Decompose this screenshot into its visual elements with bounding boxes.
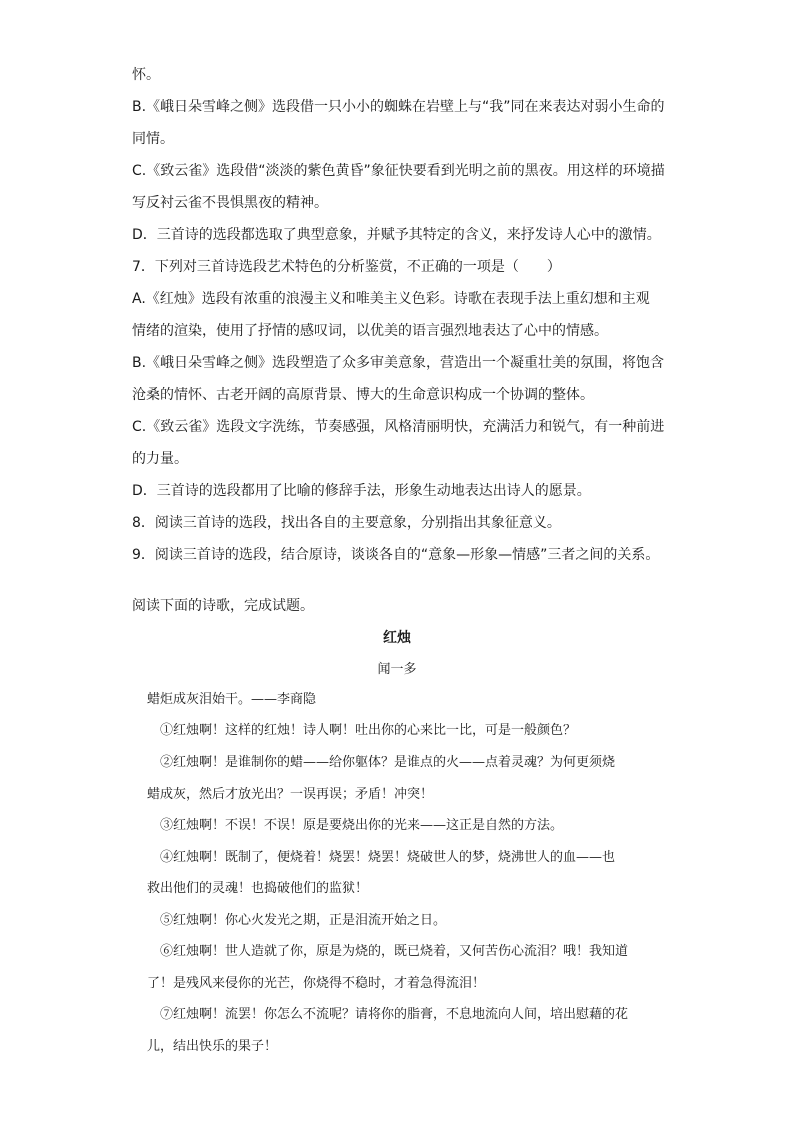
option-b-line-cont: 同情。 — [132, 131, 174, 147]
option-c-line-cont: 的力量。 — [132, 451, 188, 467]
poem-stanza-5: ⑤红烛啊！你心火发光之期，正是泪流开始之日。 — [160, 913, 447, 928]
option-c-line: C.《致云雀》选段借“淡淡的紫色黄昏”象征快要看到光明之前的黑夜。用这样的环境描 — [132, 163, 665, 179]
option-c-line: C.《致云雀》选段文字洗练，节奏感强，风格清丽明快，充满活力和锐气，有一种前进 — [132, 419, 665, 435]
option-b-line-cont: 沧桑的情怀、古老开阔的高原背景、博大的生命意识构成一个协调的整体。 — [132, 387, 594, 403]
option-d-line: D．三首诗的选段都用了比喻的修辞手法，形象生动地表达出诗人的愿景。 — [132, 483, 591, 499]
option-c-line-cont: 写反衬云雀不畏惧黑夜的精神。 — [132, 195, 328, 211]
poem-author: 闻一多 — [377, 662, 417, 677]
poem-epigraph: 蜡炬成灰泪始干。——李商隐 — [147, 692, 317, 707]
option-b-line: B.《峨日朵雪峰之侧》选段塑造了众多审美意象，营造出一个凝重壮美的氛围，将饱含 — [132, 355, 665, 371]
poem-stanza-4-cont: 救出他们的灵魂！也捣破他们的监狱！ — [147, 881, 369, 896]
poem-title: 红烛 — [383, 630, 411, 646]
option-a-line-cont: 情绪的渲染，使用了抒情的感叹词，以优美的语言强烈地表达了心中的情感。 — [132, 323, 608, 339]
question-7: 7．下列对三首诗选段艺术特色的分析鉴赏，不正确的一项是（ ） — [132, 259, 561, 275]
poem-stanza-1: ①红烛啊！这样的红烛！诗人啊！吐出你的心来比一比，可是一般颜色？ — [160, 723, 577, 738]
question-8: 8．阅读三首诗的选段，找出各自的主要意象，分别指出其象征意义。 — [132, 515, 561, 531]
option-b-line: B.《峨日朵雪峰之侧》选段借一只小小的蜘蛛在岩壁上与“我”同在来表达对弱小生命的 — [132, 99, 665, 115]
question-text-line: 怀。 — [132, 67, 160, 83]
poem-stanza-3: ③红烛啊！不误！不误！原是要烧出你的光来——这正是自然的方法。 — [160, 818, 564, 833]
poem-stanza-7: ⑦红烛啊！流罢！你怎么不流呢？请将你的脂膏，不息地流向人间，培出慰藉的花 — [160, 1007, 629, 1022]
poem-stanza-6: ⑥红烛啊！世人造就了你，原是为烧的，既已烧着，又何苦伤心流泪？哦！我知道 — [160, 944, 629, 959]
section-intro: 阅读下面的诗歌，完成试题。 — [132, 598, 314, 614]
poem-stanza-4: ④红烛啊！既制了，便烧着！烧罢！烧罢！烧破世人的梦，烧沸世人的血——也 — [160, 850, 616, 865]
poem-stanza-2-cont: 蜡成灰，然后才放光出？一误再误；矛盾！冲突！ — [147, 787, 434, 802]
poem-stanza-7-cont: 儿，结出快乐的果子！ — [147, 1039, 278, 1054]
poem-stanza-2: ②红烛啊！是谁制你的蜡——给你躯体？是谁点的火——点着灵魂？为何更须烧 — [160, 755, 616, 770]
question-9: 9．阅读三首诗的选段，结合原诗，谈谈各自的“意象—形象—情感”三者之间的关系。 — [132, 547, 660, 563]
poem-stanza-6-cont: 了！是残风来侵你的光芒，你烧得不稳时，才着急得流泪！ — [147, 976, 486, 991]
option-a-line: A.《红烛》选段有浓重的浪漫主义和唯美主义色彩。诗歌在表现手法上重幻想和主观 — [132, 291, 650, 307]
option-d-line: D．三首诗的选段都选取了典型意象，并赋予其特定的含义，来抒发诗人心中的激情。 — [132, 227, 661, 243]
